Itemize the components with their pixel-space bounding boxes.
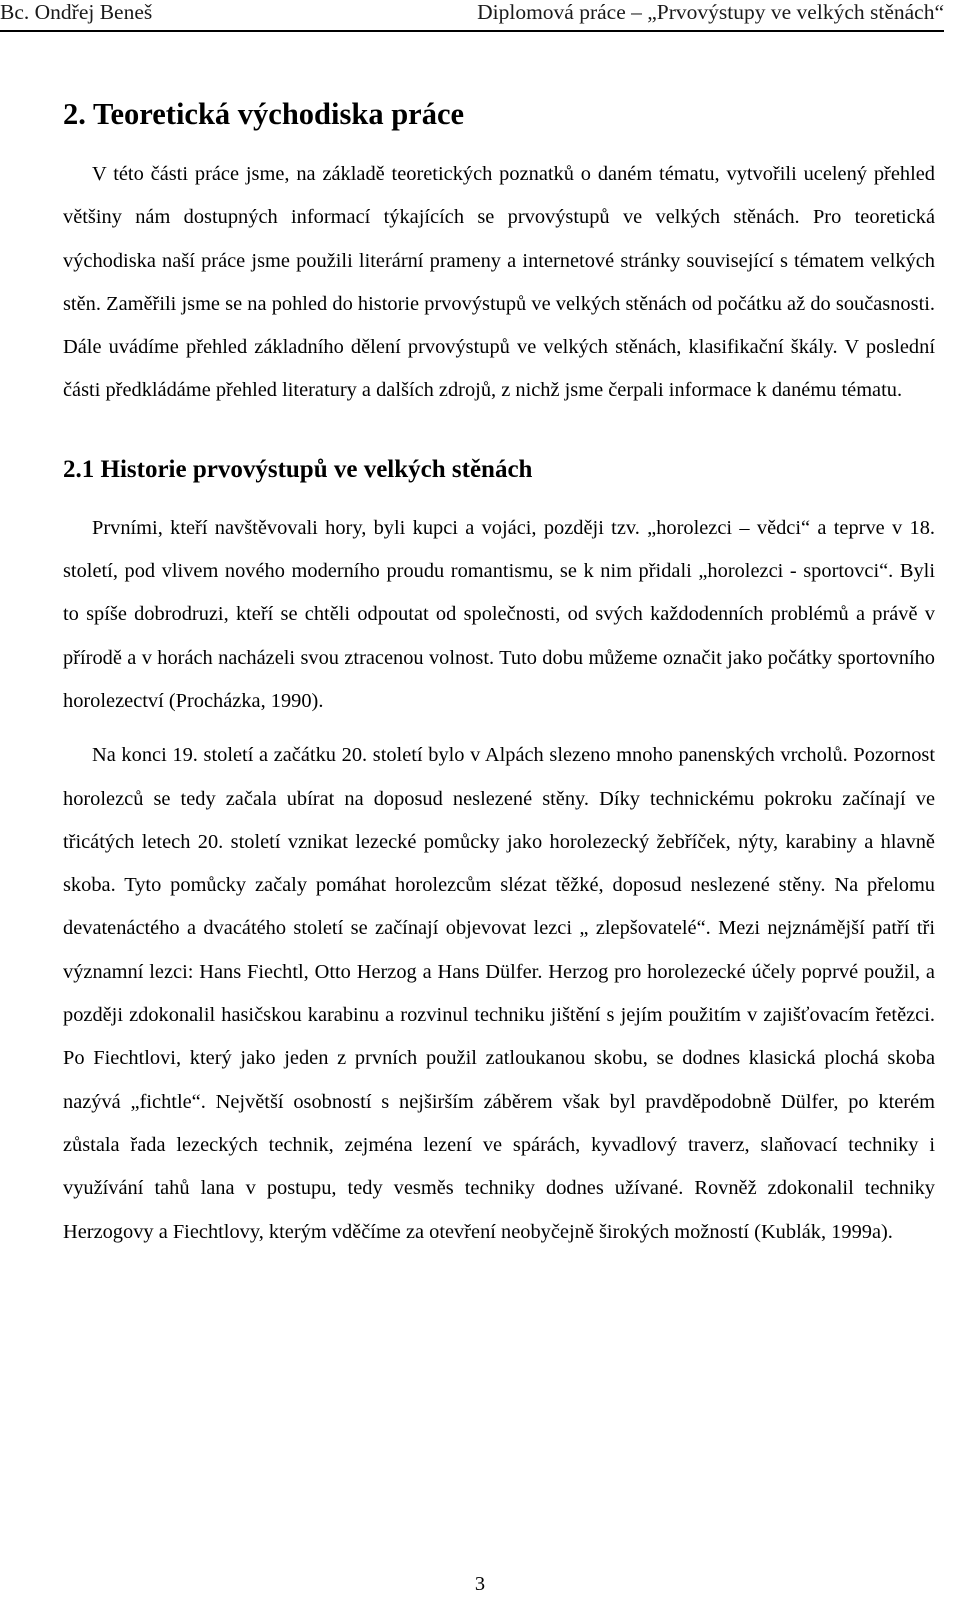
page-body bbox=[63, 92, 935, 1254]
header-author: Bc. Ondřej Beneš bbox=[0, 0, 153, 24]
chapter-title: 2. Teoretická východiska práce bbox=[63, 97, 465, 131]
section-paragraph-2: Na konci 19. století a začátku 20. století bylo v Alpách slezeno mnoho panenských vrcholů. Pozornost horolezců se tedy začala ubírat na doposud neslezené stěny. Díky technickému pokroku začínají ve třicátých letech 20. století vznikat lezecké pomůcky jako horolezecký žebříček, nýty, karabiny a hlavně skoba. Tyto pomůcky začaly pomáhat horolezcům slézat těžké, doposud neslezené stěny. Na přelomu devatenáctého a dvacátého století se začínají objevovat lezci „ zlepšovatelé“. Mezi nejznámější patří tři významní lezci: Hans Fiechtl, Otto Herzog a Hans Dülfer. Herzog pro horolezecké účely poprvé použil, a později zdokonalil hasičskou karabinu a rozvinul techniku jištění s jejím použitím v zajišťovacím řetězci. Po Fiechtlovi, který jako jeden z prvních použil zatloukanou skobu, se dodnes klasická plochá skoba nazývá „fichtle“. Největší osobností s nejširším záběrem však byl pravděpodobně Dülfer, po kterém zůstala řada lezeckých technik, zejména lezení ve spárách, kyvadlový traverz, slaňovací techniky i využívání tahů lana v postupu, tedy vesměs techniky dodnes užívané. Rovněž zdokonalil techniky Herzogovy a Fiechtlovy, kterým vděčíme za otevření neobyčejně širokých možností (Kublák, 1999a). bbox=[63, 744, 935, 1243]
section-paragraph-1: Prvními, kteří navštěvovali hory, byli kupci a vojáci, později tzv. „horolezci – vědci“ a teprve v 18. století, pod vlivem nového moderního proudu romantismu, se k nim přidali „horolezci - sportovci“. Byli to spíše dobrodruzi, kteří se chtěli odpoutat od společnosti, od svých každodenních problémů a právě v přírodě a v horách nacházeli svou ztracenou volnost. Tuto dobu můžeme označit jako počátky sportovního horolezectví (Procházka, 1990). bbox=[63, 516, 935, 712]
section-title: 2.1 Historie prvovýstupů ve velkých stěnách bbox=[63, 455, 533, 483]
header-divider bbox=[0, 30, 944, 32]
header-thesis-title: Diplomová práce – „Prvovýstupy ve velkých stěnách“ bbox=[477, 0, 944, 24]
chapter-intro-paragraph: V této části práce jsme, na základě teoretických poznatků o daném tématu, vytvořili ucelený přehled většiny nám dostupných informací týkajících se prvovýstupů ve velkých stěnách. Pro teoretická východiska naší práce jsme použili literární prameny a internetové stránky související s tématem velkých stěn. Zaměřili jsme se na pohled do historie prvovýstupů ve velkých stěnách od počátku až do současnosti. Dále uvádíme přehled základního dělení prvovýstupů ve velkých stěnách, klasifikační škály. V poslední části předkládáme přehled literatury a dalších zdrojů, z nichž jsme čerpali informace k danému tématu. bbox=[63, 163, 935, 402]
page-number: 3 bbox=[474, 1573, 486, 1595]
running-header bbox=[0, 0, 944, 32]
